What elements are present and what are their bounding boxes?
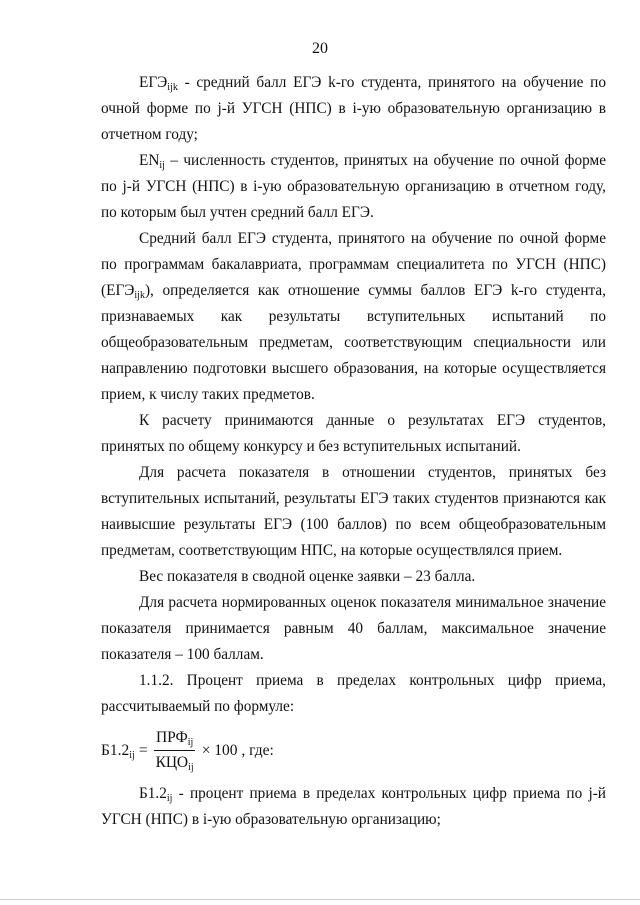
formula-tail: × 100 , где: — [201, 741, 274, 759]
formula-lhs: $Б1.2_{ij}$ — [101, 741, 135, 761]
paragraph-normalization: Для расчета нормированных оценок показателя минимальное значение показателя принимается равным 40 баллам, максимальное значение показателя – 100 баллам. — [101, 594, 606, 663]
paragraph-ege-definition: $ЕГЭ_{ijk}$ - средний балл ЕГЭ k-го студента, принятого на обучение по очной форме по j-й УГСН (НПС) в i-ую образовательную организацию в отчетном году; — [101, 74, 606, 143]
paragraph-indicator-weight: Вес показателя в сводной оценке заявки – 23 балла. — [139, 568, 476, 585]
paragraph-en-definition: $EN_{ij}$ – численность студентов, принятых на обучение по очной форме по j-й УГСН (НПС) в i-ую образовательную организацию в отчетном году, по которым был учтен средний балл ЕГЭ. — [101, 152, 606, 221]
page-bottom-rule — [0, 899, 640, 900]
paragraph-section-heading: 1.1.2. Процент приема в пределах контрольных цифр приема, рассчитываемый по формуле: — [101, 672, 606, 715]
paragraph-formula-definition: $Б1.2_{ij}$ - процент приема в пределах контрольных цифр приема по j-й УГСН (НПС) в i-ую образовательную организацию; — [101, 785, 606, 828]
formula — [101, 728, 606, 773]
formula-denominator: $КЦО_{ij}$ — [155, 754, 194, 773]
document-body — [101, 70, 606, 833]
formula-fraction — [154, 728, 196, 773]
paragraph-calculation-data: К расчету принимаются данные о результатах ЕГЭ студентов, принятых по общему конкурсу и без вступительных испытаний. — [101, 412, 606, 455]
paragraph-average-score: Средний балл ЕГЭ студента, принятого на обучение по очной форме по программам бакалавриата, программам специалитета по УГСН (НПС) $(ЕГЭ_{ijk})$, определяется как отношение суммы баллов ЕГЭ k-го студента, признаваемых как результаты вступительных испытаний по общеобразовательным предметам, соответствующим специальности или направлению подготовки высшего образования, на которые осуществляется прием, к числу таких предметов. — [101, 230, 606, 403]
paragraph-no-exam-students: Для расчета показателя в отношении студентов, принятых без вступительных испытаний, результаты ЕГЭ таких студентов признаются как наивысшие результаты ЕГЭ (100 баллов) по всем общеобразовательным предметам, соответствующим НПС, на которые осуществлялся прием. — [101, 464, 606, 559]
page-number: 20 — [312, 40, 328, 57]
formula-equals: = — [138, 741, 148, 759]
formula-numerator: $ПРФ_{ij}$ — [154, 728, 195, 751]
